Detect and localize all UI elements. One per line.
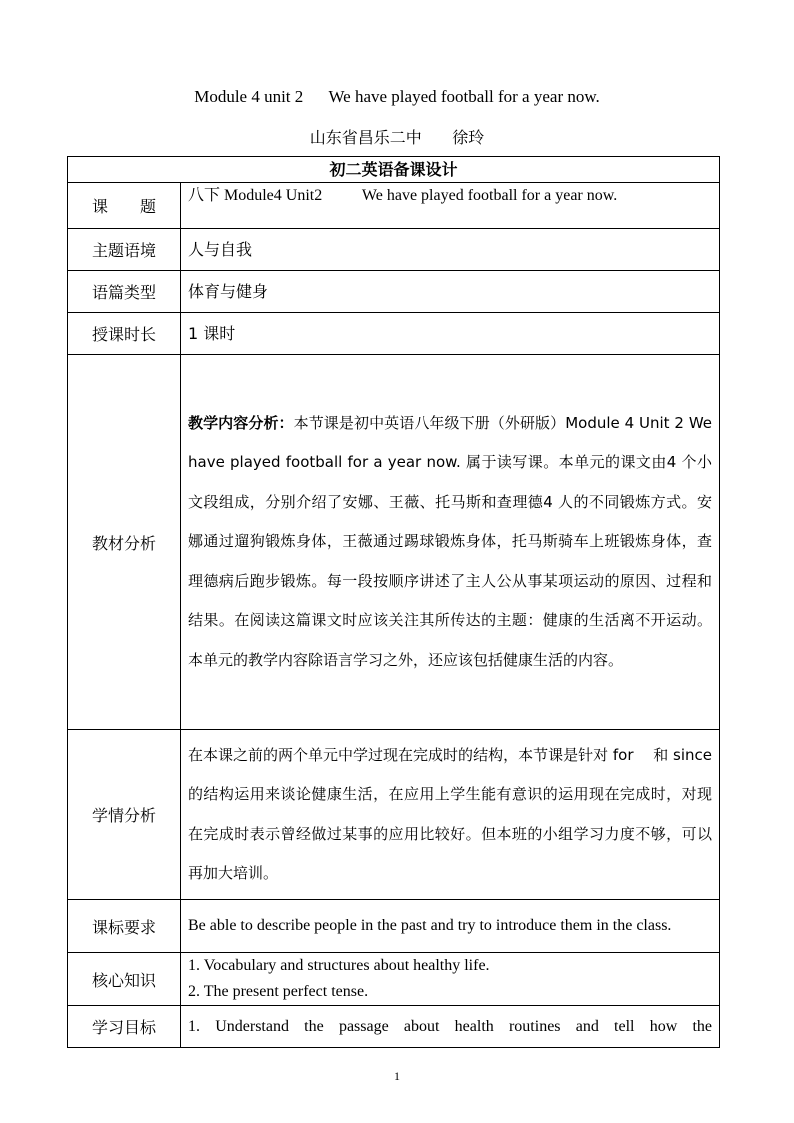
table-row-topic	[68, 183, 720, 229]
page-number: 1	[394, 1069, 400, 1083]
label-material: 教材分析	[68, 355, 181, 730]
table-row-objectives	[68, 1006, 720, 1048]
table-caption: 初二英语备课设计	[68, 157, 720, 183]
label-theme: 主题语境	[68, 229, 181, 271]
table-row-genre	[68, 271, 720, 313]
value-genre: 体育与健身	[181, 271, 720, 313]
document-title: Module 4 unit 2 We have played football for a year now.	[194, 87, 600, 106]
value-topic: 八下 Module4 Unit2 We have played football for a year now.	[181, 183, 720, 229]
value-knowledge	[181, 953, 720, 1006]
label-learners: 学情分析	[68, 730, 181, 900]
table-row-material	[68, 355, 720, 730]
document-author: 山东省昌乐二中 徐玲	[309, 128, 485, 147]
lesson-plan-table	[67, 156, 720, 1048]
label-topic: 课 题	[68, 183, 181, 229]
label-duration: 授课时长	[68, 313, 181, 355]
table-row-knowledge	[68, 953, 720, 1006]
label-objectives: 学习目标	[68, 1006, 181, 1048]
table-row-duration	[68, 313, 720, 355]
table-row-learners	[68, 730, 720, 900]
learners-text: 在本课之前的两个单元中学过现在完成时的结构，本节课是针对 for 和 since 的结构运用来谈论健康生活，在应用上学生能有意识的运用现在完成时，对现在完成时表示曾经做过某事的应用比较好。但本班的小组学习力度不够，可以再加大培训。	[188, 745, 713, 882]
table-row-theme	[68, 229, 720, 271]
knowledge-line-2: 2. The present perfect tense.	[188, 983, 369, 1000]
label-knowledge: 核心知识	[68, 953, 181, 1006]
knowledge-line-1: 1. Vocabulary and structures about healthy life.	[188, 957, 490, 974]
label-standard: 课标要求	[68, 900, 181, 953]
table-row-standard	[68, 900, 720, 953]
material-text: 本节课是初中英语八年级下册（外研版）Module 4 Unit 2 We have played football for a year now. 属于读写课。本单元的课文由4 个小文段组成，分别介绍了安娜、王薇、托马斯和查理德4 人的不同锻炼方式。安娜通过遛狗锻炼身体，王薇通过踢球锻炼身体，托马斯骑车上班锻炼身体，查理德病后跑步锻炼。每一段按顺序讲述了主人公从事某项运动的原因、过程和结果。在阅读这篇课文时应该关注其所传达的主题：健康的生活离不开运动。本单元的教学内容除语言学习之外，还应该包括健康生活的内容。	[188, 413, 713, 669]
value-objectives: 1. Understand the passage about health routines and tell how the	[181, 1006, 720, 1048]
material-lead: 教学内容分析：	[188, 413, 294, 432]
value-theme: 人与自我	[181, 229, 720, 271]
value-duration: 1 课时	[181, 313, 720, 355]
label-genre: 语篇类型	[68, 271, 181, 313]
value-learners	[181, 730, 720, 900]
value-standard: Be able to describe people in the past and try to introduce them in the class.	[181, 900, 720, 953]
value-material	[181, 355, 720, 730]
table-caption-row	[68, 157, 720, 183]
